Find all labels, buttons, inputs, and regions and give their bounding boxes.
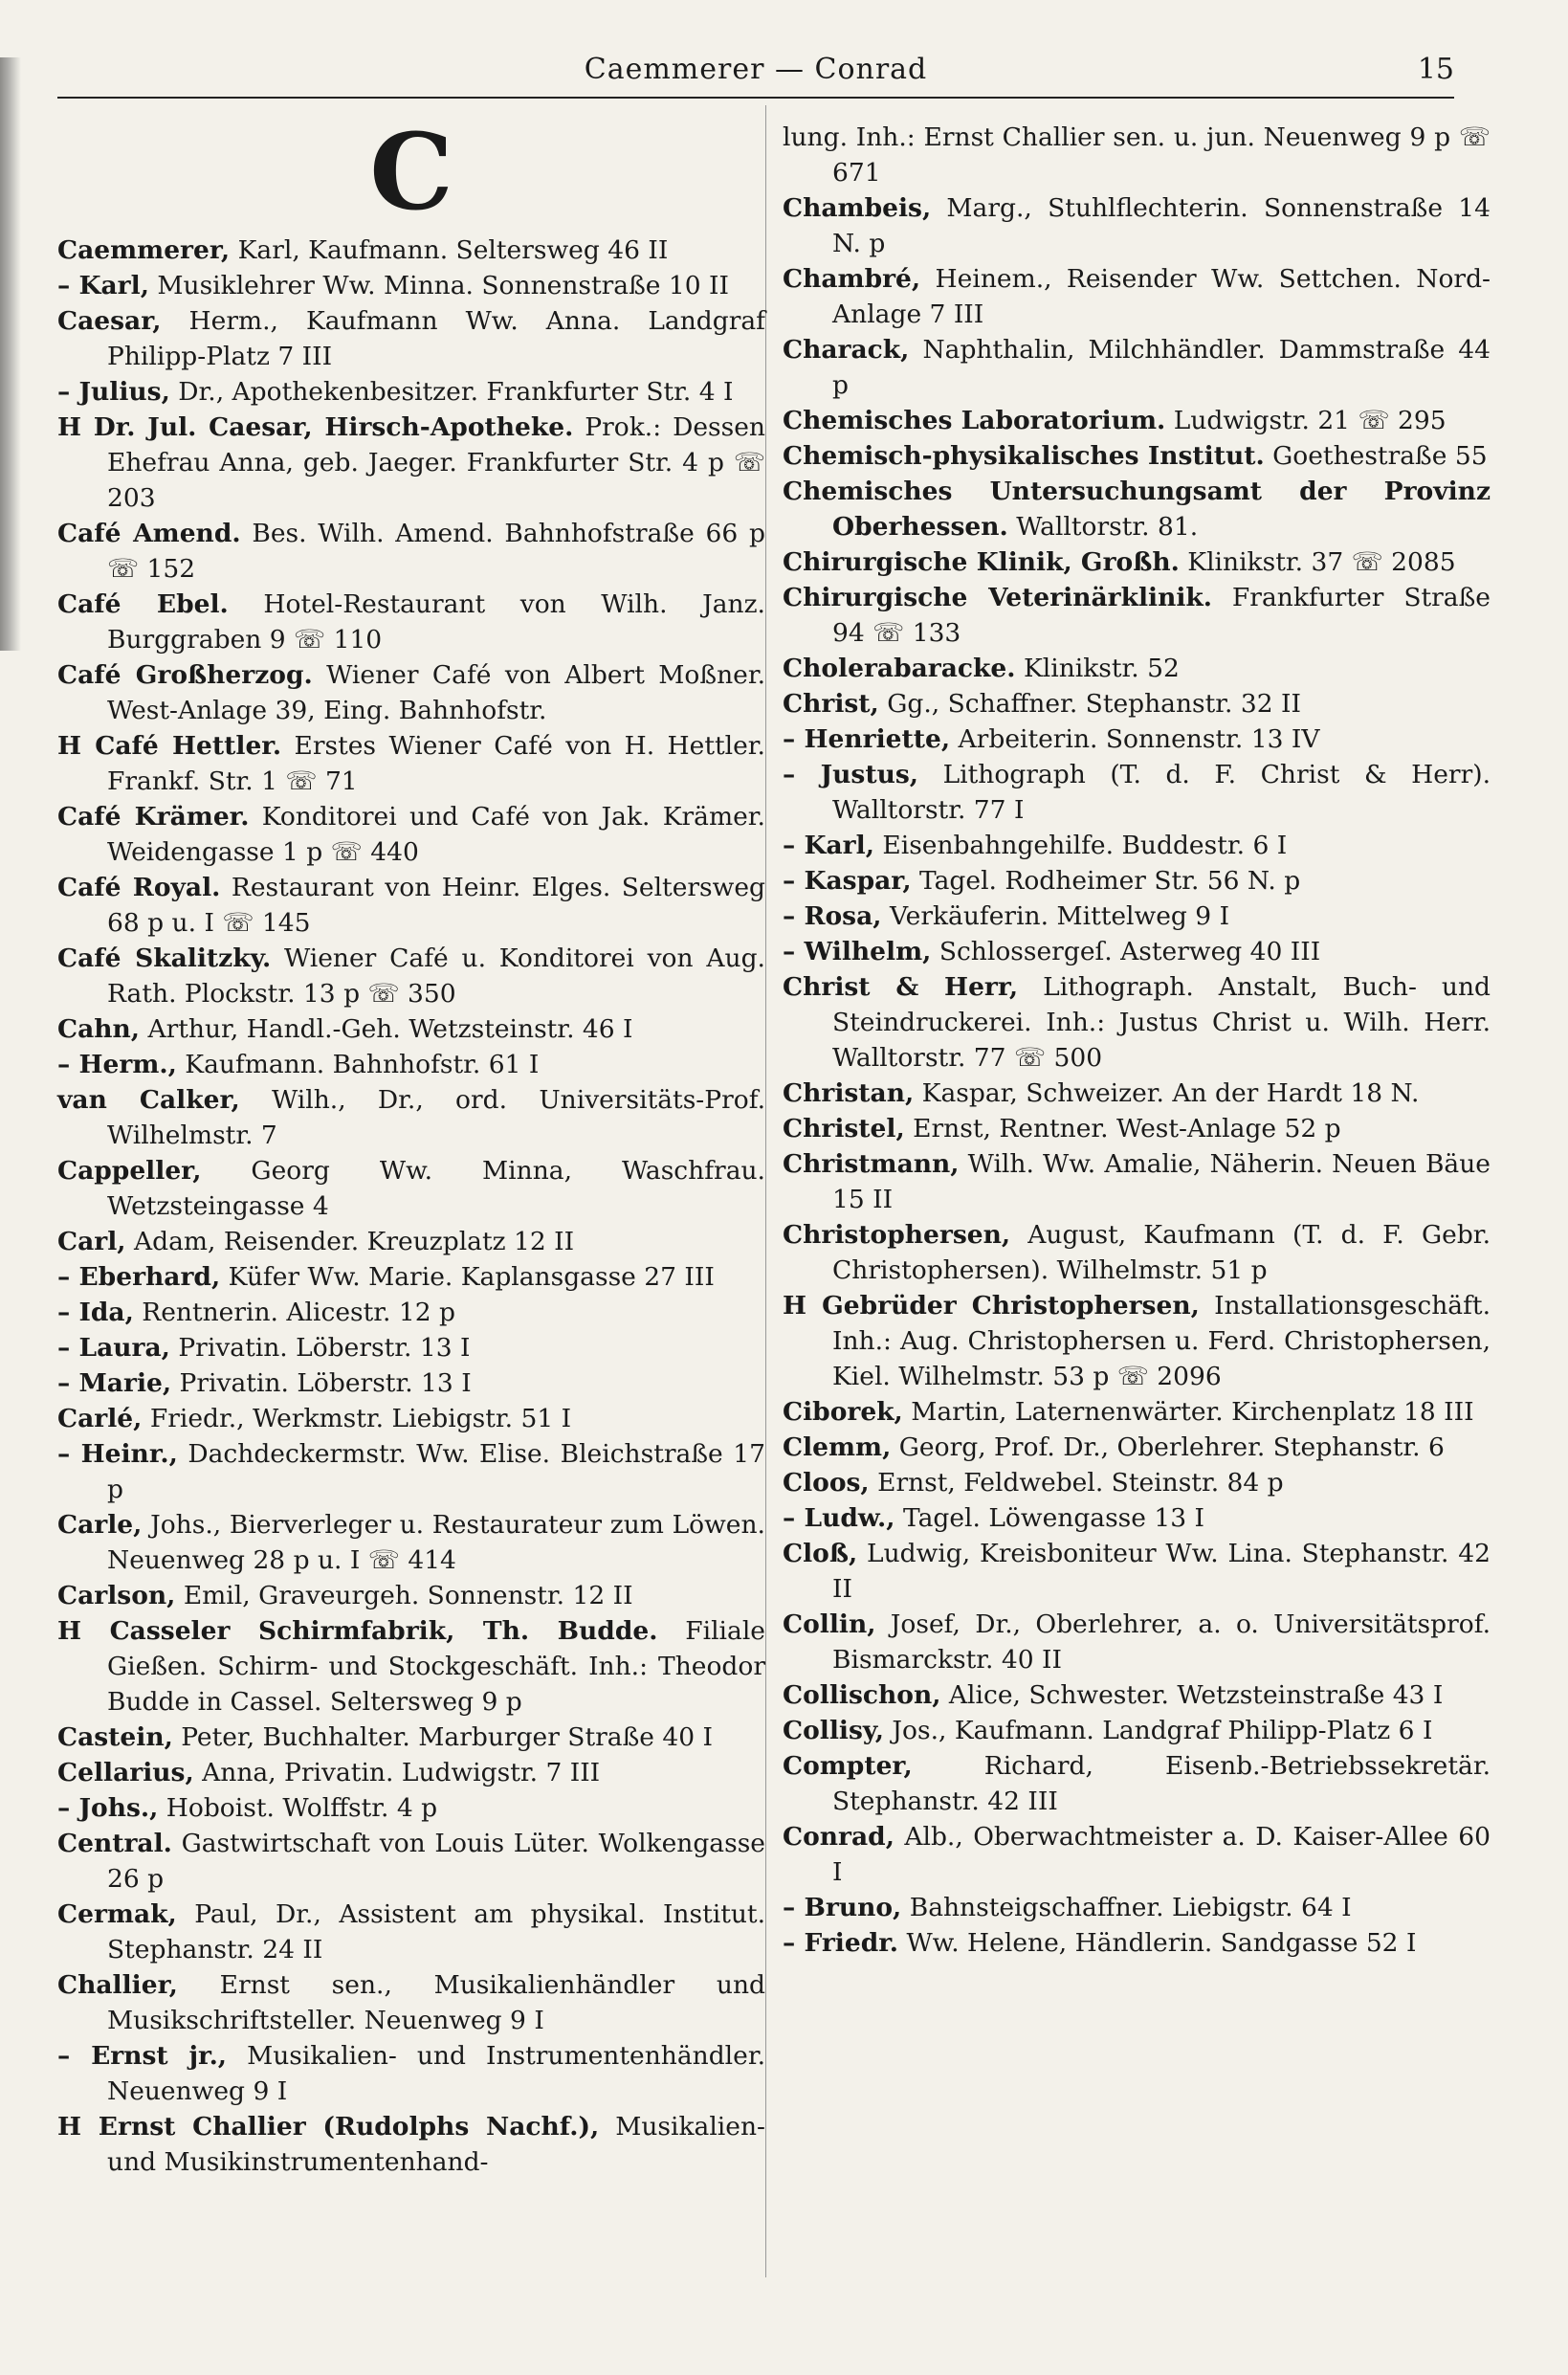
directory-entry	[783, 1713, 1491, 1748]
entry-name: Compter,	[783, 1751, 913, 1781]
entry-details: Tagel. Löwengasse 13 I	[902, 1503, 1205, 1533]
directory-entry	[783, 1465, 1491, 1500]
entry-name: Café Ebel.	[57, 589, 229, 619]
directory-entry	[57, 1224, 765, 1259]
directory-entry	[57, 1755, 765, 1790]
binding-shadow	[0, 57, 21, 651]
entry-details: Heinem., Reisender Ww. Settchen. Nord-Anlage 7 III	[832, 264, 1491, 329]
entry-name: Chemisch-physikalisches Institut.	[783, 441, 1265, 471]
entry-name: H Café Hettler.	[57, 731, 282, 761]
entry-details: Bes. Wilh. Amend. Bahnhofstraße 66 p ☏ 152	[107, 519, 765, 584]
directory-entry	[783, 1748, 1491, 1819]
entry-name: – Justus,	[783, 760, 918, 789]
entry-details: lung. Inh.: Ernst Challier sen. u. jun. Neuenweg 9 p ☏ 671	[783, 122, 1491, 188]
entry-details: Walltorstr. 81.	[1016, 512, 1199, 542]
entry-name: – Ludw.,	[783, 1503, 895, 1533]
directory-entry	[783, 757, 1491, 828]
entry-details: Wilh. Ww. Amalie, Näherin. Neuen Bäue 15 II	[832, 1149, 1491, 1214]
directory-entry	[57, 1578, 765, 1613]
entry-name: Cellarius,	[57, 1758, 194, 1787]
entry-name: Carlson,	[57, 1581, 176, 1610]
header-rule	[57, 97, 1454, 99]
column-divider	[765, 105, 766, 2277]
entry-details: Klinikstr. 37 ☏ 2085	[1187, 547, 1456, 577]
entry-name: Cermak,	[57, 1899, 177, 1929]
entry-name: – Johs.,	[57, 1793, 159, 1823]
entry-name: Carl,	[57, 1227, 126, 1256]
entry-details: Naphthalin, Milchhändler. Dammstraße 44 p	[832, 335, 1491, 400]
directory-entry	[783, 1890, 1491, 1925]
entry-name: – Friedr.	[783, 1928, 898, 1958]
directory-entry	[783, 1394, 1491, 1430]
entry-name: – Heinr.,	[57, 1439, 178, 1469]
entry-name: Christ,	[783, 689, 879, 719]
entry-name: Chemisches Laboratorium.	[783, 406, 1166, 435]
directory-entry	[783, 651, 1491, 686]
entry-name: Ciborek,	[783, 1397, 903, 1427]
entry-details: Erstes Wiener Café von H. Hettler. Frankf. Str. 1 ☏ 71	[107, 731, 765, 796]
entry-name: Charack,	[783, 335, 910, 365]
entry-name: – Laura,	[57, 1333, 170, 1363]
directory-entry	[783, 1430, 1491, 1465]
entry-name: Collischon,	[783, 1680, 941, 1710]
directory-entry	[57, 268, 765, 303]
entry-details: Frankfurter Straße 94 ☏ 133	[832, 583, 1491, 648]
directory-entry	[783, 934, 1491, 969]
entry-name: Christmann,	[783, 1149, 960, 1179]
entry-details: Anna, Privatin. Ludwigstr. 7 III	[202, 1758, 601, 1787]
left-column	[57, 110, 766, 2180]
entry-details: Klinikstr. 52	[1023, 654, 1180, 683]
entry-details: Tagel. Rodheimer Str. 56 N. p	[919, 866, 1301, 896]
entry-name: Christel,	[783, 1114, 905, 1143]
entry-details: Hoboist. Wolffstr. 4 p	[166, 1793, 438, 1823]
entry-details: Konditorei und Café von Jak. Krämer. Weidengasse 1 p ☏ 440	[107, 802, 765, 867]
directory-entry	[57, 1365, 765, 1401]
directory-entry	[783, 899, 1491, 934]
directory-entry	[57, 1259, 765, 1295]
entry-name: H Casseler Schirmfabrik, Th. Budde.	[57, 1616, 658, 1646]
entry-details: Arbeiterin. Sonnenstr. 13 IV	[958, 724, 1320, 754]
directory-entry	[57, 374, 765, 410]
directory-entry	[57, 2038, 765, 2109]
directory-entry	[783, 828, 1491, 863]
entry-details: Restaurant von Heinr. Elges. Seltersweg 68 p u. I ☏ 145	[107, 873, 765, 938]
entry-name: – Ida,	[57, 1298, 134, 1327]
entry-details: Küfer Ww. Marie. Kaplansgasse 27 III	[228, 1262, 715, 1292]
directory-entry	[783, 580, 1491, 651]
directory-entry	[783, 544, 1491, 580]
entry-details: August, Kaufmann (T. d. F. Gebr. Christophersen). Wilhelmstr. 51 p	[832, 1220, 1491, 1285]
entry-name: Chirurgische Klinik, Großh.	[783, 547, 1180, 577]
directory-entry	[57, 587, 765, 657]
entry-name: – Rosa,	[783, 901, 882, 931]
entry-details: Richard, Eisenb.-Betriebssekretär. Stephanstr. 42 III	[832, 1751, 1491, 1816]
entry-details: Johs., Bierverleger u. Restaurateur zum Löwen. Neuenweg 28 p u. I ☏ 414	[107, 1510, 765, 1575]
entry-name: Cahn,	[57, 1014, 141, 1044]
page-number: 15	[1417, 53, 1454, 86]
entry-name: Christophersen,	[783, 1220, 1011, 1250]
directory-entry	[783, 1607, 1491, 1677]
entry-details: Wiener Café von Albert Moßner. West-Anlage 39, Eing. Bahnhofstr.	[107, 660, 765, 725]
directory-entry	[783, 721, 1491, 757]
directory-entry	[57, 1401, 765, 1436]
entry-details: Musikalien- und Musikinstrumentenhand-	[107, 2112, 765, 2177]
entry-name: – Ernst jr.,	[57, 2041, 228, 2071]
entry-details: Lithograph. Anstalt, Buch- und Steindruckerei. Inh.: Justus Christ u. Wilh. Herr. Walltorstr. 77 ☏ 500	[832, 972, 1491, 1073]
entry-details: Prok.: Dessen Ehefrau Anna, geb. Jaeger. Frankfurter Str. 4 p ☏ 203	[107, 412, 765, 513]
directory-entry	[57, 1153, 765, 1224]
entry-name: – Henriette,	[783, 724, 951, 754]
entry-details: Privatin. Löberstr. 13 I	[179, 1368, 472, 1398]
directory-entry	[783, 1925, 1491, 1961]
entry-name: Café Großherzog.	[57, 660, 313, 690]
entry-name: Caesar,	[57, 306, 162, 336]
entry-name: Chirurgische Veterinärklinik.	[783, 583, 1213, 612]
entry-details: Hotel-Restaurant von Wilh. Janz. Burggraben 9 ☏ 110	[107, 589, 765, 655]
directory-entry	[57, 516, 765, 587]
entry-details: Peter, Buchhalter. Marburger Straße 40 I	[181, 1722, 713, 1752]
directory-entry	[783, 1819, 1491, 1890]
entry-name: – Julius,	[57, 377, 170, 407]
directory-entry	[57, 1082, 765, 1153]
entry-details: Dachdeckermstr. Ww. Elise. Bleichstraße 17 p	[107, 1439, 765, 1504]
entry-details: Martin, Laternenwärter. Kirchenplatz 18 III	[911, 1397, 1474, 1427]
entry-details: Wilh., Dr., ord. Universitäts-Prof. Wilhelmstr. 7	[107, 1085, 765, 1150]
entry-name: Carle,	[57, 1510, 143, 1540]
entry-name: Challier,	[57, 1970, 178, 2000]
directory-entry	[783, 403, 1491, 438]
entry-name: – Marie,	[57, 1368, 172, 1398]
entry-details: Rentnerin. Alicestr. 12 p	[142, 1298, 455, 1327]
entry-details: Ernst, Feldwebel. Steinstr. 84 p	[877, 1468, 1284, 1498]
directory-entry	[783, 863, 1491, 899]
directory-entry	[783, 1677, 1491, 1713]
entry-details: Goethestraße 55	[1272, 441, 1488, 471]
entry-name: Castein,	[57, 1722, 173, 1752]
entry-name: H Dr. Jul. Caesar, Hirsch-Apotheke.	[57, 412, 574, 442]
directory-entry	[783, 969, 1491, 1076]
entry-details: Friedr., Werkmstr. Liebigstr. 51 I	[149, 1404, 572, 1433]
entry-name: – Bruno,	[783, 1893, 902, 1922]
directory-entry	[783, 120, 1491, 190]
entry-details: Adam, Reisender. Kreuzplatz 12 II	[133, 1227, 575, 1256]
entry-name: Café Amend.	[57, 519, 241, 548]
directory-entry	[783, 1288, 1491, 1394]
entry-name: Cappeller,	[57, 1156, 202, 1186]
entry-name: Cloß,	[783, 1539, 858, 1568]
entry-details: Ludwigstr. 21 ☏ 295	[1173, 406, 1447, 435]
entry-name: Café Krämer.	[57, 802, 250, 832]
directory-entry	[57, 2109, 765, 2180]
directory-entry	[57, 1967, 765, 2038]
directory-entry	[783, 1536, 1491, 1607]
entry-name: H Ernst Challier (Rudolphs Nachf.),	[57, 2112, 600, 2142]
directory-entry	[57, 1897, 765, 1967]
entry-details: Ernst sen., Musikalienhändler und Musikschriftsteller. Neuenweg 9 I	[107, 1970, 765, 2035]
directory-entry	[57, 1436, 765, 1507]
entry-name: – Wilhelm,	[783, 937, 932, 966]
entry-details: Musiklehrer Ww. Minna. Sonnenstraße 10 II	[157, 271, 729, 300]
entry-name: Clemm,	[783, 1432, 892, 1462]
directory-entry	[783, 474, 1491, 544]
entry-details: Josef, Dr., Oberlehrer, a. o. Universitätsprof. Bismarckstr. 40 II	[832, 1609, 1491, 1675]
directory-entry	[783, 261, 1491, 332]
entry-name: van Calker,	[57, 1085, 240, 1115]
directory-entry	[57, 1613, 765, 1720]
entry-name: – Karl,	[57, 271, 149, 300]
directory-entry	[783, 686, 1491, 721]
directory-entry	[783, 1217, 1491, 1288]
directory-entry	[783, 190, 1491, 261]
directory-entry	[57, 1047, 765, 1082]
entry-details: Ludwig, Kreisboniteur Ww. Lina. Stephanstr. 42 II	[832, 1539, 1491, 1604]
entry-details: Georg Ww. Minna, Waschfrau. Wetzsteingasse 4	[107, 1156, 765, 1221]
directory-entry	[783, 1146, 1491, 1217]
directory-entry	[57, 1011, 765, 1047]
entry-details: Wiener Café u. Konditorei von Aug. Rath. Plockstr. 13 p ☏ 350	[107, 943, 765, 1009]
entry-name: Carlé,	[57, 1404, 143, 1433]
entry-details: Marg., Stuhlflechterin. Sonnenstraße 14 N. p	[832, 193, 1491, 258]
entry-details: Ernst, Rentner. West-Anlage 52 p	[913, 1114, 1341, 1143]
directory-entry	[57, 1790, 765, 1826]
entry-details: Alice, Schwester. Wetzsteinstraße 43 I	[948, 1680, 1444, 1710]
directory-entry	[57, 1826, 765, 1897]
entry-name: Chemisches Untersuchungsamt der Provinz Oberhessen.	[783, 477, 1491, 542]
entry-name: – Karl,	[783, 831, 874, 860]
entry-name: Collisy,	[783, 1716, 884, 1745]
directory-entry	[57, 410, 765, 516]
entry-details: Alb., Oberwachtmeister a. D. Kaiser-Allee 60 I	[832, 1822, 1491, 1887]
entry-details: Dr., Apothekenbesitzer. Frankfurter Str. 4 I	[178, 377, 734, 407]
entry-details: Ww. Helene, Händlerin. Sandgasse 52 I	[906, 1928, 1417, 1958]
directory-entry	[57, 728, 765, 799]
entry-name: – Herm.,	[57, 1050, 177, 1079]
running-title: Caemmerer — Conrad	[584, 53, 928, 86]
entry-details: Karl, Kaufmann. Seltersweg 46 II	[237, 235, 669, 265]
entry-details: Emil, Graveurgeh. Sonnenstr. 12 II	[183, 1581, 633, 1610]
entry-details: Paul, Dr., Assistent am physikal. Institut. Stephanstr. 24 II	[107, 1899, 765, 1964]
directory-entry	[57, 1330, 765, 1365]
entry-name: – Eberhard,	[57, 1262, 221, 1292]
entry-details: Verkäuferin. Mittelweg 9 I	[889, 901, 1230, 931]
entry-details: Kaufmann. Bahnhofstr. 61 I	[185, 1050, 540, 1079]
entry-name: Caemmerer,	[57, 235, 231, 265]
directory-entry	[57, 233, 765, 268]
directory-entry	[57, 1295, 765, 1330]
entry-name: – Kaspar,	[783, 866, 912, 896]
directory-entry	[57, 303, 765, 374]
page-header	[57, 53, 1454, 91]
directory-entry	[783, 1500, 1491, 1536]
entry-details: Arthur, Handl.-Geh. Wetzsteinstr. 46 I	[147, 1014, 633, 1044]
entry-details: Installationsgeschäft. Inh.: Aug. Christophersen u. Ferd. Christophersen, Kiel. Wilhelmstr. 53 p ☏ 2096	[832, 1291, 1491, 1391]
directory-entry	[783, 332, 1491, 403]
entry-details: Georg, Prof. Dr., Oberlehrer. Stephanstr. 6	[898, 1432, 1445, 1462]
entry-details: Musikalien- und Instrumentenhändler. Neuenweg 9 I	[107, 2041, 766, 2106]
directory-entry	[783, 438, 1491, 474]
entry-details: Filiale Gießen. Schirm- und Stockgeschäft. Inh.: Theodor Budde in Cassel. Seltersweg 9 p	[107, 1616, 765, 1717]
entry-details: Herm., Kaufmann Ww. Anna. Landgraf Philipp-Platz 7 III	[107, 306, 765, 371]
entry-name: Chambeis,	[783, 193, 932, 223]
entry-name: Café Skalitzky.	[57, 943, 272, 973]
entry-name: Café Royal.	[57, 873, 221, 902]
directory-entry	[57, 1507, 765, 1578]
directory-entry	[57, 941, 765, 1011]
entry-name: Cholerabaracke.	[783, 654, 1016, 683]
directory-entry	[57, 799, 765, 870]
entry-details: Schlossergeſ. Asterweg 40 III	[939, 937, 1321, 966]
drop-initial: C	[369, 110, 453, 233]
entry-details: Gg., Schaffner. Stephanstr. 32 II	[887, 689, 1301, 719]
entry-name: Collin,	[783, 1609, 876, 1639]
entry-name: Christan,	[783, 1078, 915, 1108]
entry-details: Eisenbahngehilfe. Buddestr. 6 I	[882, 831, 1288, 860]
entry-name: Cloos,	[783, 1468, 870, 1498]
entry-name: Central.	[57, 1829, 172, 1858]
entry-details: Kaspar, Schweizer. An der Hardt 18 N.	[921, 1078, 1420, 1108]
directory-entry	[783, 1111, 1491, 1146]
directory-entry	[783, 1076, 1491, 1111]
entry-details: Gastwirtschaft von Louis Lüter. Wolkengasse 26 p	[107, 1829, 765, 1894]
entry-details: Privatin. Löberstr. 13 I	[178, 1333, 471, 1363]
entry-name: Chambré,	[783, 264, 921, 294]
entry-details: Bahnsteigschaffner. Liebigstr. 64 I	[909, 1893, 1352, 1922]
right-column	[783, 120, 1491, 1961]
entry-name: Christ & Herr,	[783, 972, 1019, 1002]
directory-entry	[57, 870, 765, 941]
directory-entry	[57, 657, 765, 728]
entry-details: Lithograph (T. d. F. Christ & Herr). Walltorstr. 77 I	[832, 760, 1491, 825]
directory-entry	[57, 1720, 765, 1755]
entry-name: Conrad,	[783, 1822, 894, 1852]
entry-name: H Gebrüder Christophersen,	[783, 1291, 1200, 1321]
entry-details: Jos., Kaufmann. Landgraf Philipp-Platz 6 I	[892, 1716, 1433, 1745]
